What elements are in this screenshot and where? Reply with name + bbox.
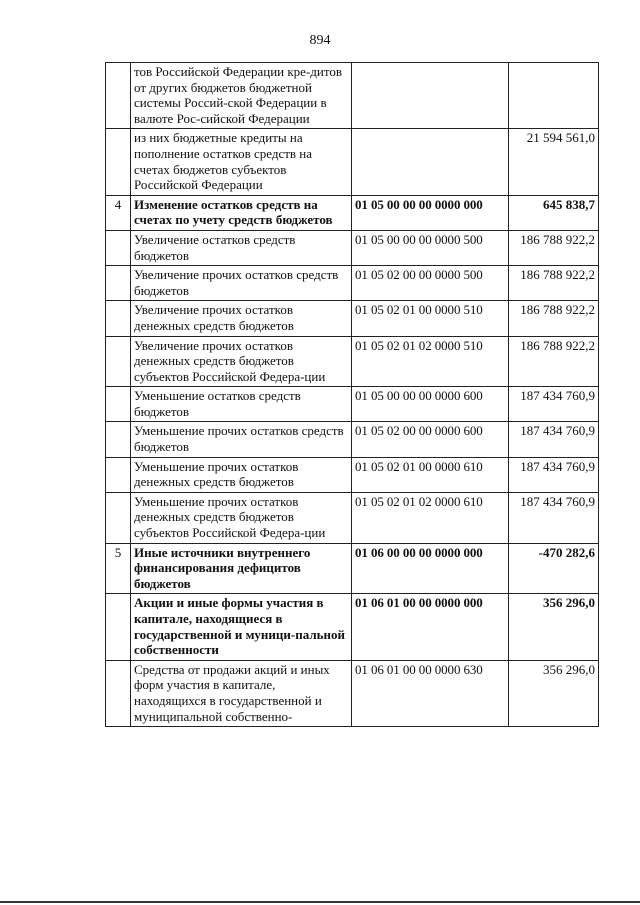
table-body <box>106 63 599 727</box>
row-code-cell: 01 05 02 01 02 0000 510 <box>352 336 509 387</box>
row-number-cell <box>106 129 131 195</box>
row-amount-cell: 645 838,7 <box>509 195 599 230</box>
row-name-cell: Уменьшение прочих остатков денежных средств бюджетов <box>131 457 352 492</box>
page-number: 894 <box>309 33 331 48</box>
row-code-cell: 01 06 01 00 00 0000 000 <box>352 594 509 660</box>
row-amount-cell: 186 788 922,2 <box>509 230 599 265</box>
table-row <box>106 543 599 594</box>
row-code-cell: 01 05 02 01 00 0000 510 <box>352 301 509 336</box>
row-amount-cell: 186 788 922,2 <box>509 301 599 336</box>
row-name-cell: Иные источники внутреннего финансирования дефицитов бюджетов <box>131 543 352 594</box>
row-code-cell: 01 05 00 00 00 0000 000 <box>352 195 509 230</box>
row-amount-cell: 187 434 760,9 <box>509 422 599 457</box>
row-amount-cell: 187 434 760,9 <box>509 492 599 543</box>
row-name-cell: Увеличение прочих остатков денежных средств бюджетов <box>131 301 352 336</box>
row-amount-cell: 356 296,0 <box>509 660 599 726</box>
row-name-cell: из них бюджетные кредиты на пополнение остатков средств на счетах бюджетов субъектов Российской Федерации <box>131 129 352 195</box>
row-amount-cell: -470 282,6 <box>509 543 599 594</box>
row-number-cell <box>106 594 131 660</box>
row-code-cell: 01 06 00 00 00 0000 000 <box>352 543 509 594</box>
row-number-cell <box>106 492 131 543</box>
row-code-cell: 01 05 00 00 00 0000 600 <box>352 387 509 422</box>
row-code-cell <box>352 129 509 195</box>
row-code-cell: 01 05 02 01 00 0000 610 <box>352 457 509 492</box>
row-amount-cell: 21 594 561,0 <box>509 129 599 195</box>
table-row <box>106 230 599 265</box>
row-name-cell: Увеличение прочих остатков денежных средств бюджетов субъектов Российской Федера-ции <box>131 336 352 387</box>
table-row <box>106 195 599 230</box>
row-number-cell <box>106 660 131 726</box>
row-name-cell: тов Российской Федерации кре-дитов от других бюджетов бюджетной системы Россий-ской Федерации в валюте Рос-сийской Федерации <box>131 63 352 129</box>
row-code-cell <box>352 63 509 129</box>
row-number-cell <box>106 457 131 492</box>
row-name-cell: Акции и иные формы участия в капитале, находящиеся в государственной и муници-пальной собственности <box>131 594 352 660</box>
table-row <box>106 129 599 195</box>
row-code-cell: 01 05 00 00 00 0000 500 <box>352 230 509 265</box>
row-amount-cell <box>509 63 599 129</box>
table-row <box>106 660 599 726</box>
row-amount-cell: 187 434 760,9 <box>509 457 599 492</box>
row-number-cell: 5 <box>106 543 131 594</box>
row-amount-cell: 186 788 922,2 <box>509 336 599 387</box>
table-row <box>106 594 599 660</box>
row-name-cell: Увеличение прочих остатков средств бюджетов <box>131 266 352 301</box>
row-amount-cell: 356 296,0 <box>509 594 599 660</box>
row-amount-cell: 186 788 922,2 <box>509 266 599 301</box>
row-number-cell <box>106 266 131 301</box>
row-code-cell: 01 06 01 00 00 0000 630 <box>352 660 509 726</box>
row-code-cell: 01 05 02 00 00 0000 500 <box>352 266 509 301</box>
row-code-cell: 01 05 02 01 02 0000 610 <box>352 492 509 543</box>
table-row <box>106 63 599 129</box>
row-number-cell <box>106 387 131 422</box>
row-name-cell: Увеличение остатков средств бюджетов <box>131 230 352 265</box>
row-code-cell: 01 05 02 00 00 0000 600 <box>352 422 509 457</box>
row-number-cell <box>106 301 131 336</box>
budget-sources-table <box>105 62 599 727</box>
row-amount-cell: 187 434 760,9 <box>509 387 599 422</box>
row-number-cell <box>106 230 131 265</box>
table-row <box>106 301 599 336</box>
table-row <box>106 387 599 422</box>
row-number-cell: 4 <box>106 195 131 230</box>
row-number-cell <box>106 336 131 387</box>
table-row <box>106 336 599 387</box>
row-number-cell <box>106 63 131 129</box>
row-name-cell: Уменьшение прочих остатков денежных средств бюджетов субъектов Российской Федера-ции <box>131 492 352 543</box>
table-row <box>106 422 599 457</box>
table-row <box>106 266 599 301</box>
table-row <box>106 457 599 492</box>
row-name-cell: Уменьшение прочих остатков средств бюджетов <box>131 422 352 457</box>
row-name-cell: Уменьшение остатков средств бюджетов <box>131 387 352 422</box>
bottom-rule <box>0 901 640 903</box>
table-row <box>106 492 599 543</box>
row-name-cell: Средства от продажи акций и иных форм участия в капитале, находящихся в государственной и муниципальной собственно- <box>131 660 352 726</box>
row-name-cell: Изменение остатков средств на счетах по учету средств бюджетов <box>131 195 352 230</box>
row-number-cell <box>106 422 131 457</box>
